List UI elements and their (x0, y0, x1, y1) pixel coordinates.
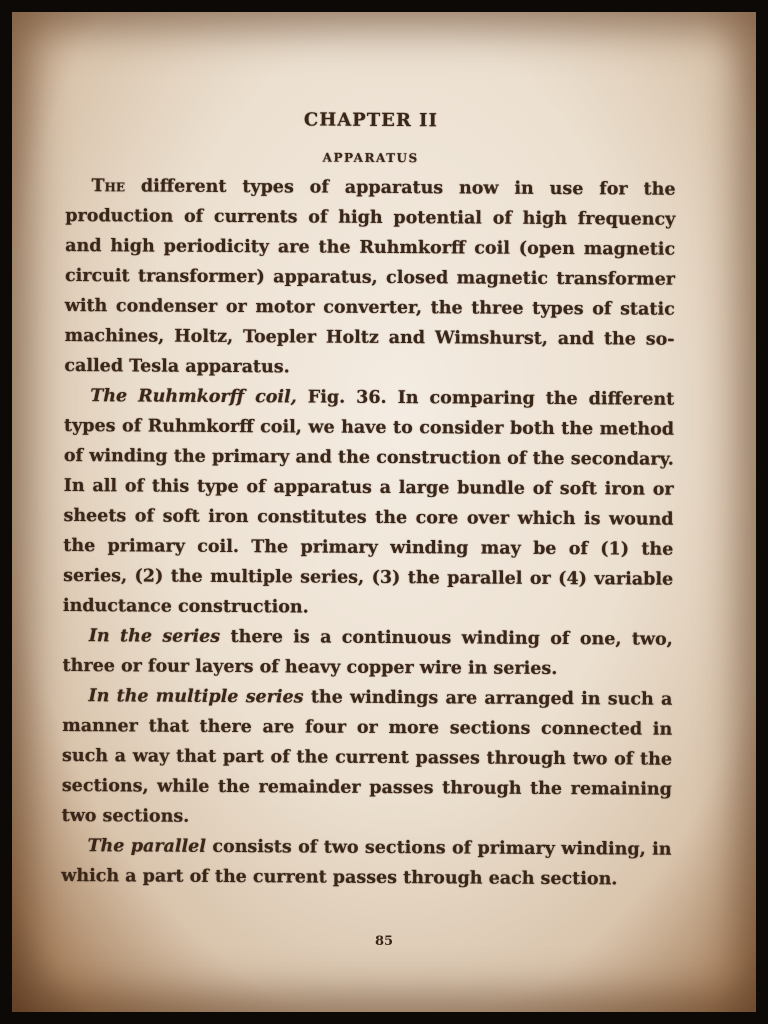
paragraph-5-body: consists of two sections of primary winding, in which a part of the current passes through each section. (61, 836, 672, 890)
paragraph-2-body: Fig. 36. In comparing the different types of Ruhmkorff coil, we have to consider both the method of winding the primary and the construction of the secondary. In all of this type of apparatus a large bundle of soft iron or sheets of soft iron constitutes the core over which is wound the primary coil. The primary winding may be of (1) the series, (2) the multiple series, (3) the parallel or (4) variable inductance construction. (62, 387, 675, 618)
paragraph-5-lead: The parallel (87, 836, 207, 857)
paragraph-3 (62, 621, 672, 685)
paragraph-4-body: the windings are arranged in such a manner that there are four or more sections connected in such a way that part of the current passes through two of the sections, while the remainder passes through the remaining two sections. (61, 687, 673, 827)
book-page (12, 12, 756, 1012)
paragraph-3-body: there is a continuous winding of one, two, three or four layers of heavy copper wire in series. (62, 626, 673, 680)
chapter-heading: CHAPTER II (303, 109, 438, 132)
paragraph-2-lead: The Ruhmkorff coil, (90, 386, 297, 408)
paragraph-4 (62, 681, 673, 835)
section-heading: APPARATUS (322, 150, 419, 166)
paragraph-1-body: different types of apparatus now in use for the production of currents of high potential of high frequency and high periodicity are the Ruhmkorff coil (open magnetic circuit transformer) apparatus, closed magnetic transformer with condenser or motor converter, the three types of static machines, Holtz, Toepler Holtz and Wimshurst, and the so-called Tesla apparatus. (64, 176, 676, 378)
page-text (61, 108, 676, 895)
paragraph-5 (61, 831, 671, 895)
page-number: 85 (374, 934, 394, 949)
paragraph-2 (63, 381, 674, 625)
paragraph-1 (64, 171, 675, 385)
paragraph-1-lead: The (91, 176, 126, 197)
paragraph-4-lead: In the multiple series (88, 686, 304, 708)
paragraph-3-lead: In the series (88, 626, 221, 647)
